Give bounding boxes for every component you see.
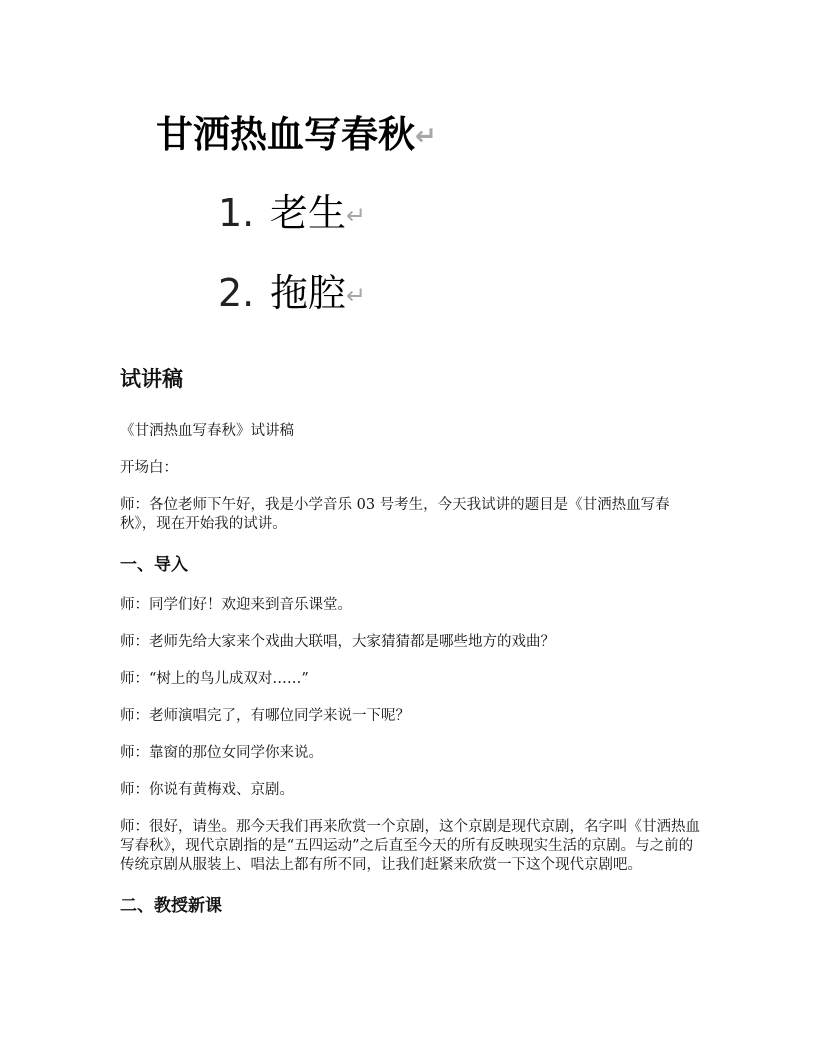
- page-title: [156, 110, 437, 162]
- page-title-text: 甘洒热血写春秋: [156, 113, 415, 156]
- section-heading-intro: 一、导入: [120, 555, 188, 575]
- intro-line: 师：老师先给大家来个戏曲大联唱，大家猜猜都是哪些地方的戏曲？: [120, 634, 555, 650]
- outline-number: 1.: [218, 191, 255, 235]
- paragraph-mark-icon: ↵: [346, 201, 367, 230]
- intro-line: 师：“树上的鸟儿成双对……”: [120, 671, 309, 687]
- paragraph-mark-icon: ↵: [415, 121, 437, 152]
- intro-line: 师：同学们好！欢迎来到音乐课堂。: [120, 597, 352, 613]
- paragraph-mark-icon: ↵: [346, 281, 367, 310]
- intro-line: 师：很好，请坐。那今天我们再来欣赏一个京剧，这个京剧是现代京剧，名字叫《甘洒热血写春秋》，现代京剧指的是“五四运动”之后直至今天的所有反映现实生活的京剧。与之前的传统京剧从服装上、唱法上都有所不同，让我们赶紧来欣赏一下这个现代京剧吧。: [120, 819, 700, 873]
- outline-item-2: [218, 268, 366, 321]
- opening-label: 开场白：: [120, 460, 178, 476]
- outline-item-1: [218, 188, 366, 241]
- document-heading: 试讲稿: [120, 367, 183, 391]
- section-heading-teaching: 二、教授新课: [120, 896, 222, 916]
- outline-number: 2.: [218, 271, 255, 315]
- outline-label: 拖腔: [270, 271, 347, 315]
- intro-line: 师：靠窗的那位女同学你来说。: [120, 745, 323, 761]
- title-block: [156, 110, 437, 162]
- outline-label: 老生: [270, 191, 347, 235]
- intro-line: 师：你说有黄梅戏、京剧。: [120, 782, 294, 798]
- document-subtitle: 《甘洒热血写春秋》试讲稿: [120, 423, 294, 439]
- intro-line: 师：老师演唱完了，有哪位同学来说一下呢？: [120, 708, 410, 724]
- opening-speech: 师：各位老师下午好，我是小学音乐 03 号考生，今天我试讲的题目是《甘洒热血写春秋》，现在开始我的试讲。: [120, 497, 670, 532]
- document-body: [120, 362, 700, 937]
